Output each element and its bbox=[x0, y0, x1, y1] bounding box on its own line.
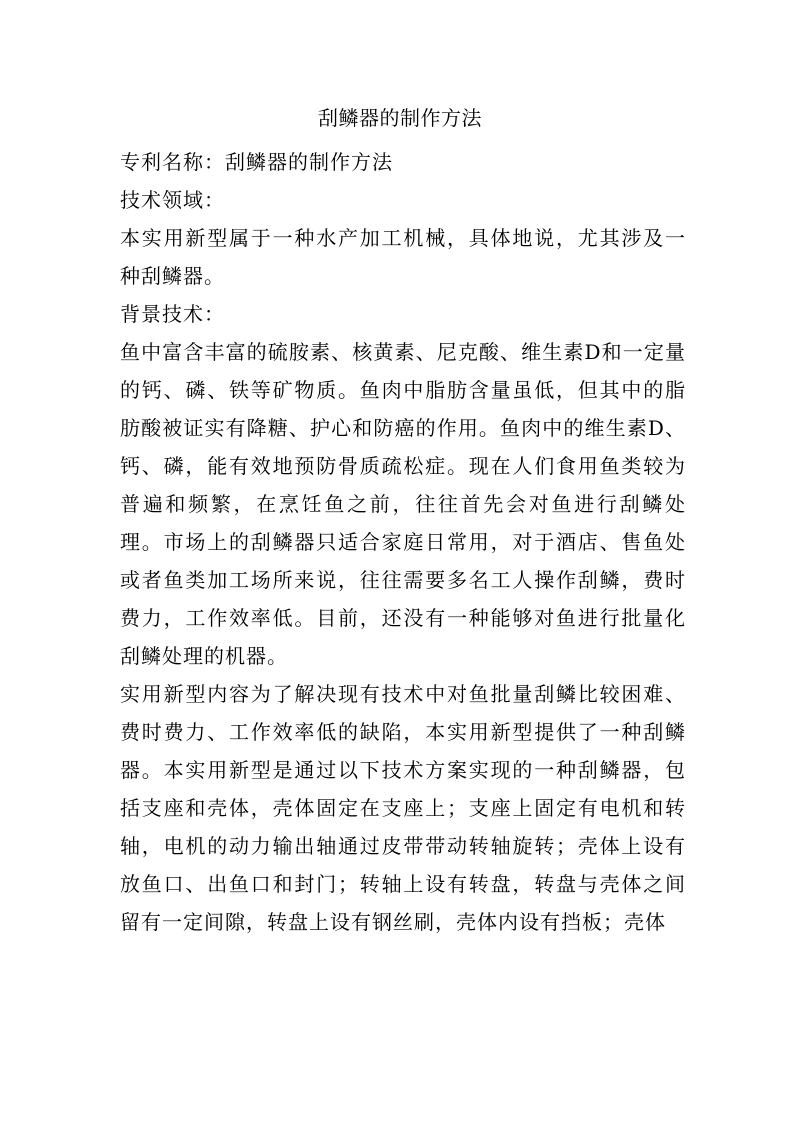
background-paragraph: 鱼中富含丰富的硫胺素、核黄素、尼克酸、维生素D和一定量的钙、磷、铁等矿物质。鱼肉中脂肪含量虽低，但其中的脂肪酸被证实有降糖、护心和防癌的作用。鱼肉中的维生素D、钙、磷，能有效地预防骨质疏松症。现在人们食用鱼类较为普遍和频繁，在烹饪鱼之前，往往首先会对鱼进行刮鳞处理。市场上的刮鳞器只适合家庭日常用，对于酒店、售鱼处或者鱼类加工场所来说，往往需要多名工人操作刮鳞，费时费力，工作效率低。目前，还没有一种能够对鱼进行批量化刮鳞处理的机器。 bbox=[120, 340, 686, 668]
document-body bbox=[120, 143, 686, 941]
field-heading: 技术领域： bbox=[120, 188, 225, 212]
background-heading: 背景技术： bbox=[120, 302, 225, 326]
field-paragraph: 本实用新型属于一种水产加工机械，具体地说，尤其涉及一种刮鳞器。 bbox=[120, 226, 686, 288]
content-paragraph: 实用新型内容为了解决现有技术中对鱼批量刮鳞比较困难、费时费力、工作效率低的缺陷，本实用新型提供了一种刮鳞器。本实用新型是通过以下技术方案实现的一种刮鳞器，包括支座和壳体，壳体固定在支座上；支座上固定有电机和转轴，电机的动力输出轴通过皮带带动转轴旋转；壳体上设有放鱼口、出鱼口和封门；转轴上设有转盘，转盘与壳体之间留有一定间隙，转盘上设有钢丝刷，壳体内设有挡板；壳体 bbox=[120, 682, 686, 934]
document-title: 刮鳞器的制作方法 bbox=[318, 106, 482, 130]
patent-name-line: 专利名称：刮鳞器的制作方法 bbox=[120, 150, 393, 174]
